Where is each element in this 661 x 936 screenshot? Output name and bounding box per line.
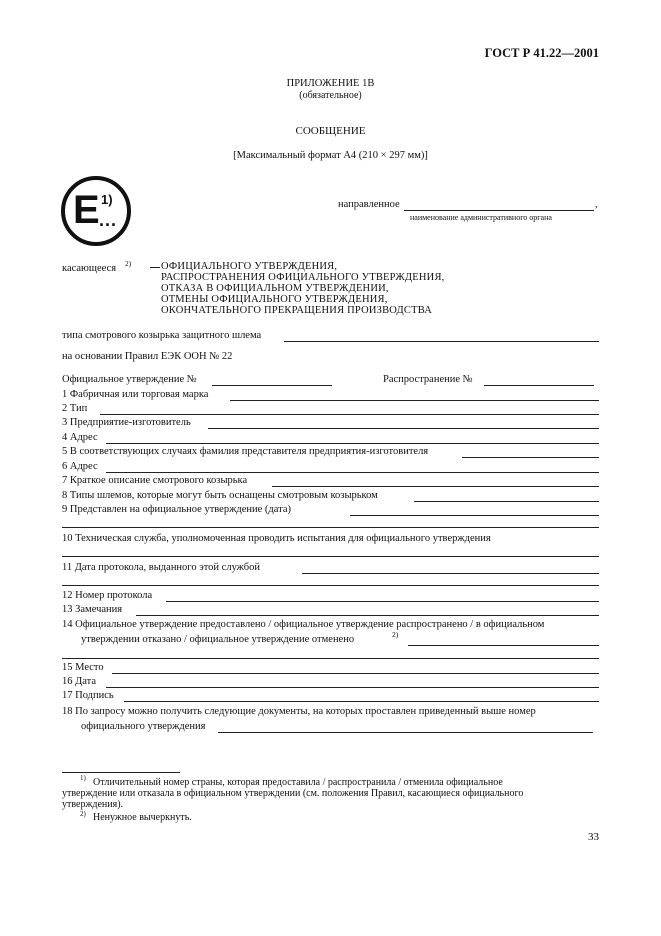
- mark-letter: E: [73, 188, 100, 232]
- item-11-line[interactable]: [302, 573, 599, 574]
- annex-title: ПРИЛОЖЕНИЕ 1В: [286, 78, 375, 89]
- item-6-line[interactable]: [106, 472, 599, 473]
- footnote-1-line-1: Отличительный номер страны, которая предоставила / распространила / отменила официальное: [93, 777, 503, 788]
- item-5-label: 5 В соответствующих случаях фамилия представителя предприятия-изготовителя: [62, 446, 429, 457]
- item-8-line[interactable]: [414, 501, 599, 502]
- item-2-line[interactable]: [100, 414, 599, 415]
- page-number: 33: [588, 831, 599, 843]
- sent-to-comma: ,: [595, 199, 598, 210]
- item-4-line[interactable]: [106, 443, 599, 444]
- concerning-label: касающееся: [62, 263, 117, 274]
- item-14-line-2[interactable]: [62, 658, 599, 659]
- concerning-superscript: 2): [125, 259, 132, 268]
- format-note: [Максимальный формат А4 (210 × 297 мм)]: [233, 150, 428, 161]
- concerning-strike: [150, 267, 160, 268]
- footnote-1-line-3: утверждения).: [62, 799, 124, 810]
- item-7-label: 7 Краткое описание смотрового козырька: [62, 475, 248, 486]
- item-11-label: 11 Дата протокола, выданного этой службой: [62, 562, 261, 573]
- footnote-separator: [62, 772, 180, 773]
- basis-text: на основании Правил ЕЭК ООН № 22: [62, 351, 233, 362]
- extension-number-label: Распространение №: [383, 374, 473, 385]
- item-13-label: 13 Замечания: [62, 604, 123, 615]
- item-9-line[interactable]: [350, 515, 599, 516]
- item-3-line[interactable]: [208, 428, 599, 429]
- item-12-label: 12 Номер протокола: [62, 590, 153, 601]
- extension-number-line[interactable]: [484, 385, 594, 386]
- item-1-label: 1 Фабричная или торговая марка: [62, 389, 209, 400]
- type-label: типа смотрового козырька защитного шлема: [62, 330, 262, 341]
- item-16-label: 16 Дата: [62, 676, 97, 687]
- item-14-label: 14 Официальное утверждение предоставлено / официальное утверждение распространено / в официальном: [62, 619, 545, 630]
- item-12-line[interactable]: [166, 601, 599, 602]
- status-withdrawal: ОТМЕНЫ ОФИЦИАЛЬНОГО УТВЕРЖДЕНИЯ,: [161, 294, 388, 305]
- item-14-line[interactable]: [408, 645, 599, 646]
- item-9-label: 9 Представлен на официальное утверждение (дата): [62, 504, 291, 515]
- approval-number-label: Официальное утверждение №: [62, 374, 197, 385]
- item-5-line[interactable]: [462, 457, 599, 458]
- sent-to-line: [404, 210, 594, 211]
- footnote-1-line-2: утверждение или отказала в официальном утверждении (см. положения Правил, касающиеся официального: [62, 788, 524, 799]
- annex-subtitle: (обязательное): [299, 90, 362, 101]
- type-line[interactable]: [284, 341, 599, 342]
- item-13-line[interactable]: [136, 615, 599, 616]
- standard-number: ГОСТ Р 41.22—2001: [484, 46, 599, 60]
- status-extension: РАСПРОСТРАНЕНИЯ ОФИЦИАЛЬНОГО УТВЕРЖДЕНИЯ,: [161, 272, 445, 283]
- footnote-2-text: Ненужное вычеркнуть.: [93, 812, 192, 823]
- status-approval: ОФИЦИАЛЬНОГО УТВЕРЖДЕНИЯ,: [161, 261, 338, 272]
- item-14-superscript: 2): [392, 630, 399, 639]
- item-15-line[interactable]: [112, 673, 599, 674]
- item-15-label: 15 Место: [62, 662, 104, 673]
- item-16-line[interactable]: [106, 687, 599, 688]
- item-14-label-cont: утверждении отказано / официальное утверждение отменено: [81, 634, 355, 645]
- item-18-label-cont: официального утверждения: [81, 721, 206, 732]
- item-3-label: 3 Предприятие-изготовитель: [62, 417, 191, 428]
- item-11-line-2[interactable]: [62, 585, 599, 586]
- item-10-label: 10 Техническая служба, уполномоченная проводить испытания для официального утверждения: [62, 533, 491, 544]
- item-8-label: 8 Типы шлемов, которые могут быть оснащены смотровым козырьком: [62, 490, 378, 501]
- item-17-label: 17 Подпись: [62, 690, 114, 701]
- item-4-label: 4 Адрес: [62, 432, 98, 443]
- status-discontinued: ОКОНЧАТЕЛЬНОГО ПРЕКРАЩЕНИЯ ПРОИЗВОДСТВА: [161, 305, 433, 316]
- sent-to-caption: наименование административного органа: [410, 213, 552, 222]
- item-18-line[interactable]: [218, 732, 593, 733]
- item-18-label: 18 По запросу можно получить следующие документы, на которых проставлен приведенный выше номер: [62, 706, 536, 717]
- document-title: СООБЩЕНИЕ: [295, 125, 366, 137]
- item-17-line[interactable]: [124, 701, 599, 702]
- approval-number-line[interactable]: [212, 385, 332, 386]
- item-10-line[interactable]: [62, 556, 599, 557]
- item-9-line-2[interactable]: [62, 527, 599, 528]
- item-7-line[interactable]: [272, 486, 599, 487]
- mark-dots: ...: [99, 210, 118, 230]
- item-6-label: 6 Адрес: [62, 461, 98, 472]
- status-refusal: ОТКАЗА В ОФИЦИАЛЬНОМ УТВЕРЖДЕНИИ,: [161, 283, 389, 294]
- approval-mark: [61, 176, 131, 246]
- footnote-1-marker: 1): [80, 774, 86, 782]
- sent-to-label: направленное: [338, 199, 400, 210]
- item-2-label: 2 Тип: [62, 403, 88, 414]
- mark-superscript: 1): [101, 192, 113, 207]
- footnote-2-marker: 2): [80, 810, 86, 818]
- item-1-line[interactable]: [230, 400, 599, 401]
